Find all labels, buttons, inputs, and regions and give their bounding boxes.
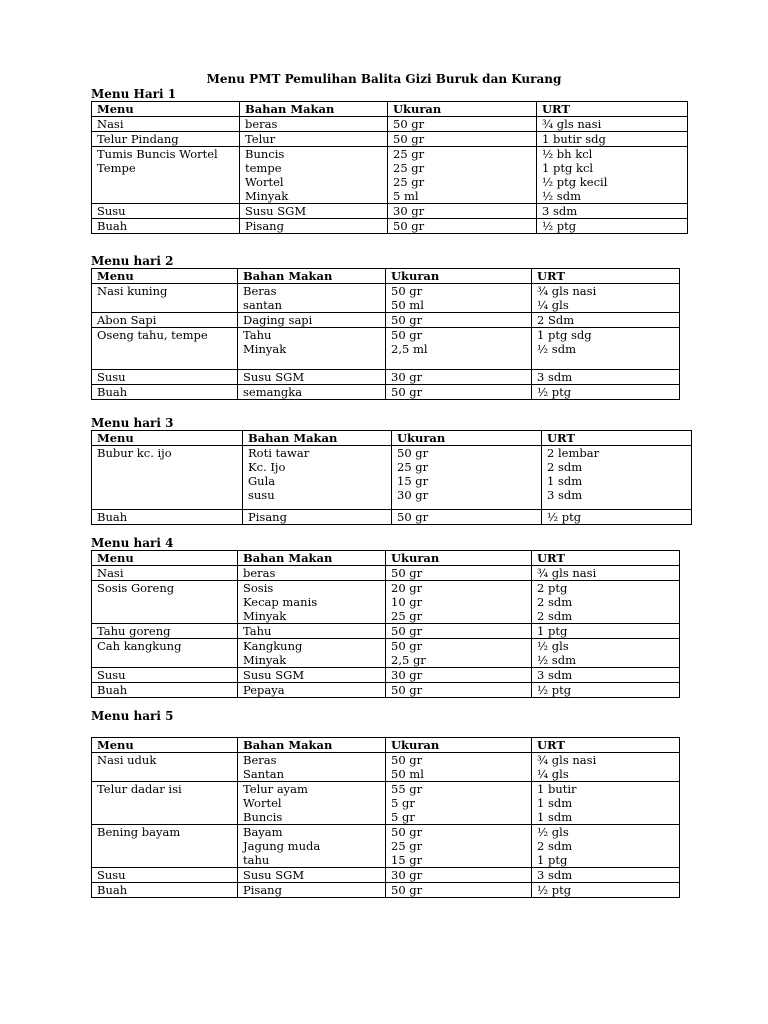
ukuran-col bbox=[386, 624, 532, 639]
urt-col bbox=[532, 668, 680, 683]
cell-text: Roti tawar bbox=[248, 446, 310, 460]
cell-text: ½ ptg bbox=[542, 219, 577, 233]
urt-col bbox=[532, 683, 680, 698]
urt-col bbox=[542, 510, 692, 525]
cell-text: ¼ gls bbox=[537, 767, 569, 781]
bahan-col bbox=[238, 868, 386, 883]
cell-text: 50 gr bbox=[391, 566, 423, 580]
cell-text: 50 gr bbox=[391, 639, 423, 653]
column-header-ukuran: Ukuran bbox=[386, 551, 532, 566]
column-header-urt: URT bbox=[532, 551, 680, 566]
menu-col bbox=[92, 782, 238, 825]
cell-text: Buncis bbox=[243, 810, 283, 824]
menu-col bbox=[92, 117, 240, 132]
bahan-col bbox=[240, 132, 388, 147]
urt-col bbox=[532, 581, 680, 624]
cell-text: ¾ gls nasi bbox=[537, 753, 597, 767]
cell-text: 25 gr bbox=[393, 161, 425, 175]
ukuran-col bbox=[386, 668, 532, 683]
cell-text: beras bbox=[243, 566, 276, 580]
cell-text: 50 gr bbox=[397, 446, 429, 460]
column-header-ukuran: Ukuran bbox=[386, 738, 532, 753]
cell-text: 5 gr bbox=[391, 796, 415, 810]
cell-text: 5 gr bbox=[391, 810, 415, 824]
cell-text: Bening bayam bbox=[97, 825, 181, 839]
ukuran-col bbox=[388, 117, 537, 132]
urt-col bbox=[532, 868, 680, 883]
bahan-col bbox=[238, 566, 386, 581]
table-row bbox=[92, 117, 688, 132]
cell-text: Tahu bbox=[243, 328, 272, 342]
menu-col bbox=[92, 624, 238, 639]
menu-col bbox=[92, 753, 238, 782]
cell-text: Minyak bbox=[243, 653, 287, 667]
ukuran-col bbox=[386, 328, 532, 370]
table-header-row bbox=[92, 551, 680, 566]
menu-col bbox=[92, 825, 238, 868]
cell-text: Minyak bbox=[243, 609, 287, 623]
table-header-row bbox=[92, 102, 688, 117]
cell-text: 1 ptg bbox=[537, 853, 568, 867]
ukuran-col bbox=[386, 385, 532, 400]
table-row bbox=[92, 204, 688, 219]
cell-text: 30 gr bbox=[397, 488, 429, 502]
menu-table-hari-5 bbox=[91, 737, 680, 898]
column-header-menu: Menu bbox=[92, 551, 238, 566]
cell-text: Sosis Goreng bbox=[97, 581, 175, 595]
column-header-menu: Menu bbox=[92, 738, 238, 753]
cell-text: 2 sdm bbox=[537, 609, 573, 623]
menu-col bbox=[92, 313, 238, 328]
menu-col bbox=[92, 370, 238, 385]
cell-text: Susu SGM bbox=[243, 370, 305, 384]
bahan-col bbox=[240, 219, 388, 234]
cell-text: Kecap manis bbox=[243, 595, 318, 609]
cell-text: 25 gr bbox=[391, 609, 423, 623]
cell-text: 1 ptg kcl bbox=[542, 161, 594, 175]
menu-table-hari-4 bbox=[91, 550, 680, 698]
ukuran-col bbox=[386, 883, 532, 898]
urt-col bbox=[532, 825, 680, 868]
cell-text: Daging sapi bbox=[243, 313, 313, 327]
cell-text: 15 gr bbox=[397, 474, 429, 488]
cell-text: 50 gr bbox=[391, 328, 423, 342]
menu-col bbox=[92, 204, 240, 219]
cell-text: 2,5 ml bbox=[391, 342, 428, 356]
column-header-ukuran: Ukuran bbox=[392, 431, 542, 446]
cell-text: susu bbox=[248, 488, 275, 502]
cell-text: Kc. Ijo bbox=[248, 460, 286, 474]
cell-text: 2 ptg bbox=[537, 581, 568, 595]
cell-text: 3 sdm bbox=[547, 488, 583, 502]
cell-text: 1 ptg bbox=[537, 624, 568, 638]
bahan-col bbox=[243, 446, 392, 510]
cell-text: Cah kangkung bbox=[97, 639, 182, 653]
cell-text: ¾ gls nasi bbox=[537, 284, 597, 298]
bahan-col bbox=[238, 753, 386, 782]
cell-text: beras bbox=[245, 117, 278, 131]
cell-text: 50 gr bbox=[391, 624, 423, 638]
ukuran-col bbox=[386, 370, 532, 385]
table-row bbox=[92, 385, 680, 400]
ukuran-col bbox=[386, 313, 532, 328]
menu-col bbox=[92, 132, 240, 147]
menu-heading-hari-3: Menu hari 3 bbox=[91, 416, 174, 430]
menu-col bbox=[92, 147, 240, 204]
table-row bbox=[92, 313, 680, 328]
cell-text: 25 gr bbox=[393, 147, 425, 161]
cell-text: Tempe bbox=[97, 161, 136, 175]
cell-text: Oseng tahu, tempe bbox=[97, 328, 208, 342]
table-row bbox=[92, 446, 692, 510]
urt-col bbox=[532, 639, 680, 668]
urt-col bbox=[532, 624, 680, 639]
column-header-bahan: Bahan Makan bbox=[238, 551, 386, 566]
bahan-col bbox=[238, 624, 386, 639]
menu-col bbox=[92, 328, 238, 370]
menu-table-hari-3 bbox=[91, 430, 692, 525]
cell-text: Buah bbox=[97, 683, 128, 697]
table-row bbox=[92, 639, 680, 668]
cell-text: Bayam bbox=[243, 825, 283, 839]
cell-text: Susu SGM bbox=[245, 204, 307, 218]
ukuran-col bbox=[392, 446, 542, 510]
menu-heading-hari-4: Menu hari 4 bbox=[91, 536, 174, 550]
cell-text: Telur bbox=[245, 132, 276, 146]
urt-col bbox=[542, 446, 692, 510]
cell-text: Abon Sapi bbox=[97, 313, 157, 327]
cell-text: 50 gr bbox=[391, 385, 423, 399]
urt-col bbox=[532, 566, 680, 581]
bahan-col bbox=[238, 328, 386, 370]
urt-col bbox=[532, 370, 680, 385]
column-header-urt: URT bbox=[542, 431, 692, 446]
ukuran-col bbox=[386, 581, 532, 624]
column-header-menu: Menu bbox=[92, 269, 238, 284]
table-row bbox=[92, 510, 692, 525]
cell-text: Buah bbox=[97, 883, 128, 897]
bahan-col bbox=[238, 639, 386, 668]
menu-table-hari-2 bbox=[91, 268, 680, 400]
cell-text: Susu SGM bbox=[243, 668, 305, 682]
menu-col bbox=[92, 581, 238, 624]
cell-text: Jagung muda bbox=[243, 839, 321, 853]
column-header-urt: URT bbox=[532, 269, 680, 284]
cell-text: Bubur kc. ijo bbox=[97, 446, 172, 460]
cell-text: Buah bbox=[97, 510, 128, 524]
cell-text: 25 gr bbox=[397, 460, 429, 474]
urt-col bbox=[532, 313, 680, 328]
urt-col bbox=[537, 147, 688, 204]
table-row bbox=[92, 753, 680, 782]
cell-text: Tahu goreng bbox=[97, 624, 171, 638]
menu-col bbox=[92, 868, 238, 883]
urt-col bbox=[532, 284, 680, 313]
cell-text: 3 sdm bbox=[537, 868, 573, 882]
table-row bbox=[92, 624, 680, 639]
cell-text: 50 gr bbox=[391, 284, 423, 298]
cell-text: Wortel bbox=[243, 796, 282, 810]
menu-col bbox=[92, 668, 238, 683]
table-row bbox=[92, 825, 680, 868]
bahan-col bbox=[240, 147, 388, 204]
bahan-col bbox=[238, 782, 386, 825]
cell-text: Buncis bbox=[245, 147, 285, 161]
column-header-menu: Menu bbox=[92, 431, 243, 446]
cell-text: 1 sdm bbox=[537, 810, 573, 824]
column-header-bahan: Bahan Makan bbox=[238, 738, 386, 753]
cell-text: tahu bbox=[243, 853, 270, 867]
cell-text: 25 gr bbox=[393, 175, 425, 189]
cell-text: 50 ml bbox=[391, 298, 424, 312]
cell-text: Tahu bbox=[243, 624, 272, 638]
cell-text: Beras bbox=[243, 753, 277, 767]
ukuran-col bbox=[386, 782, 532, 825]
cell-text: Buah bbox=[97, 385, 128, 399]
bahan-col bbox=[240, 117, 388, 132]
cell-text: 50 gr bbox=[391, 883, 423, 897]
cell-text: 3 sdm bbox=[537, 668, 573, 682]
cell-text: tempe bbox=[245, 161, 282, 175]
table-row bbox=[92, 668, 680, 683]
urt-col bbox=[537, 204, 688, 219]
cell-text: 1 butir bbox=[537, 782, 577, 796]
cell-text: 50 gr bbox=[393, 219, 425, 233]
menu-col bbox=[92, 219, 240, 234]
cell-text: ½ bh kcl bbox=[542, 147, 593, 161]
ukuran-col bbox=[386, 825, 532, 868]
cell-text: 50 ml bbox=[391, 767, 424, 781]
table-row bbox=[92, 883, 680, 898]
cell-text: 55 gr bbox=[391, 782, 423, 796]
cell-text: Minyak bbox=[243, 342, 287, 356]
menu-col bbox=[92, 446, 243, 510]
table-row bbox=[92, 219, 688, 234]
cell-text: semangka bbox=[243, 385, 303, 399]
cell-text: 50 gr bbox=[397, 510, 429, 524]
cell-text: 1 sdm bbox=[547, 474, 583, 488]
cell-text: Nasi kuning bbox=[97, 284, 168, 298]
cell-text: Tumis Buncis Wortel bbox=[97, 147, 218, 161]
cell-text: ¼ gls bbox=[537, 298, 569, 312]
table-row bbox=[92, 328, 680, 370]
cell-text: Sosis bbox=[243, 581, 274, 595]
column-header-urt: URT bbox=[532, 738, 680, 753]
ukuran-col bbox=[386, 566, 532, 581]
cell-text: 50 gr bbox=[393, 132, 425, 146]
cell-text: 30 gr bbox=[391, 370, 423, 384]
cell-text: ½ ptg kecil bbox=[542, 175, 608, 189]
cell-text: 50 gr bbox=[393, 117, 425, 131]
cell-text: 3 sdm bbox=[537, 370, 573, 384]
cell-text: 50 gr bbox=[391, 313, 423, 327]
cell-text: 5 ml bbox=[393, 189, 419, 203]
bahan-col bbox=[238, 313, 386, 328]
menu-col bbox=[92, 683, 238, 698]
cell-text: Nasi bbox=[97, 566, 124, 580]
cell-text: 2 sdm bbox=[537, 595, 573, 609]
menu-col bbox=[92, 510, 243, 525]
cell-text: 30 gr bbox=[391, 868, 423, 882]
menu-col bbox=[92, 284, 238, 313]
menu-col bbox=[92, 883, 238, 898]
cell-text: Telur dadar isi bbox=[97, 782, 182, 796]
cell-text: 30 gr bbox=[391, 668, 423, 682]
cell-text: 20 gr bbox=[391, 581, 423, 595]
cell-text: ½ gls bbox=[537, 825, 569, 839]
cell-text: Susu bbox=[97, 370, 126, 384]
cell-text: 50 gr bbox=[391, 683, 423, 697]
ukuran-col bbox=[388, 147, 537, 204]
cell-text: Susu bbox=[97, 204, 126, 218]
cell-text: santan bbox=[243, 298, 283, 312]
cell-text: 2 lembar bbox=[547, 446, 600, 460]
urt-col bbox=[532, 328, 680, 370]
table-row bbox=[92, 782, 680, 825]
cell-text: 2 sdm bbox=[537, 839, 573, 853]
table-row bbox=[92, 147, 688, 204]
ukuran-col bbox=[386, 683, 532, 698]
cell-text: Gula bbox=[248, 474, 276, 488]
cell-text: Pepaya bbox=[243, 683, 285, 697]
cell-text: 1 ptg sdg bbox=[537, 328, 592, 342]
cell-text: ½ ptg bbox=[537, 683, 572, 697]
cell-text: 30 gr bbox=[393, 204, 425, 218]
menu-heading-hari-1: Menu Hari 1 bbox=[91, 87, 177, 101]
cell-text: Wortel bbox=[245, 175, 284, 189]
bahan-col bbox=[238, 683, 386, 698]
cell-text: Pisang bbox=[248, 510, 287, 524]
cell-text: Pisang bbox=[245, 219, 284, 233]
table-row bbox=[92, 868, 680, 883]
table-header-row bbox=[92, 431, 692, 446]
bahan-col bbox=[238, 825, 386, 868]
column-header-bahan: Bahan Makan bbox=[238, 269, 386, 284]
column-header-ukuran: Ukuran bbox=[388, 102, 537, 117]
ukuran-col bbox=[388, 204, 537, 219]
cell-text: 10 gr bbox=[391, 595, 423, 609]
column-header-ukuran: Ukuran bbox=[386, 269, 532, 284]
bahan-col bbox=[238, 385, 386, 400]
column-header-urt: URT bbox=[537, 102, 688, 117]
table-row bbox=[92, 284, 680, 313]
table-row bbox=[92, 566, 680, 581]
cell-text: 15 gr bbox=[391, 853, 423, 867]
table-row bbox=[92, 370, 680, 385]
cell-text: Buah bbox=[97, 219, 128, 233]
ukuran-col bbox=[386, 284, 532, 313]
cell-text: ¾ gls nasi bbox=[542, 117, 602, 131]
urt-col bbox=[532, 782, 680, 825]
menu-col bbox=[92, 385, 238, 400]
cell-text: Santan bbox=[243, 767, 285, 781]
bahan-col bbox=[238, 883, 386, 898]
urt-col bbox=[537, 219, 688, 234]
menu-heading-hari-2: Menu hari 2 bbox=[91, 254, 174, 268]
cell-text: ½ ptg bbox=[537, 385, 572, 399]
ukuran-col bbox=[392, 510, 542, 525]
urt-col bbox=[537, 117, 688, 132]
column-header-menu: Menu bbox=[92, 102, 240, 117]
menu-heading-hari-5: Menu hari 5 bbox=[91, 709, 174, 723]
menu-col bbox=[92, 639, 238, 668]
bahan-col bbox=[243, 510, 392, 525]
cell-text: ½ ptg bbox=[547, 510, 582, 524]
cell-text: 2 Sdm bbox=[537, 313, 575, 327]
cell-text: ½ sdm bbox=[537, 653, 576, 667]
menu-col bbox=[92, 566, 238, 581]
table-header-row bbox=[92, 738, 680, 753]
cell-text: Pisang bbox=[243, 883, 282, 897]
ukuran-col bbox=[388, 132, 537, 147]
cell-text: Susu bbox=[97, 868, 126, 882]
bahan-col bbox=[238, 581, 386, 624]
cell-text: 2 sdm bbox=[547, 460, 583, 474]
cell-text: 50 gr bbox=[391, 753, 423, 767]
cell-text: 3 sdm bbox=[542, 204, 578, 218]
urt-col bbox=[532, 753, 680, 782]
cell-text: Beras bbox=[243, 284, 277, 298]
ukuran-col bbox=[386, 868, 532, 883]
cell-text: ½ ptg bbox=[537, 883, 572, 897]
cell-text: Nasi bbox=[97, 117, 124, 131]
cell-text: ½ sdm bbox=[537, 342, 576, 356]
table-row bbox=[92, 581, 680, 624]
table-row bbox=[92, 132, 688, 147]
cell-text: 50 gr bbox=[391, 825, 423, 839]
cell-text: Susu SGM bbox=[243, 868, 305, 882]
bahan-col bbox=[238, 370, 386, 385]
cell-text: ½ gls bbox=[537, 639, 569, 653]
cell-text: 25 gr bbox=[391, 839, 423, 853]
ukuran-col bbox=[386, 639, 532, 668]
urt-col bbox=[532, 385, 680, 400]
cell-text: Susu bbox=[97, 668, 126, 682]
bahan-col bbox=[238, 668, 386, 683]
cell-text: 1 sdm bbox=[537, 796, 573, 810]
ukuran-col bbox=[388, 219, 537, 234]
column-header-bahan: Bahan Makan bbox=[243, 431, 392, 446]
cell-text: 1 butir sdg bbox=[542, 132, 606, 146]
cell-text: Telur Pindang bbox=[97, 132, 179, 146]
ukuran-col bbox=[386, 753, 532, 782]
cell-text: Kangkung bbox=[243, 639, 303, 653]
bahan-col bbox=[240, 204, 388, 219]
cell-text: ½ sdm bbox=[542, 189, 581, 203]
cell-text: 2,5 gr bbox=[391, 653, 426, 667]
cell-text: Minyak bbox=[245, 189, 289, 203]
column-header-bahan: Bahan Makan bbox=[240, 102, 388, 117]
table-row bbox=[92, 683, 680, 698]
bahan-col bbox=[238, 284, 386, 313]
cell-text: Nasi uduk bbox=[97, 753, 157, 767]
cell-text: ¾ gls nasi bbox=[537, 566, 597, 580]
menu-table-hari-1 bbox=[91, 101, 688, 234]
document-title: Menu PMT Pemulihan Balita Gizi Buruk dan Kurang bbox=[206, 72, 562, 86]
table-header-row bbox=[92, 269, 680, 284]
urt-col bbox=[537, 132, 688, 147]
cell-text: Telur ayam bbox=[243, 782, 308, 796]
urt-col bbox=[532, 883, 680, 898]
